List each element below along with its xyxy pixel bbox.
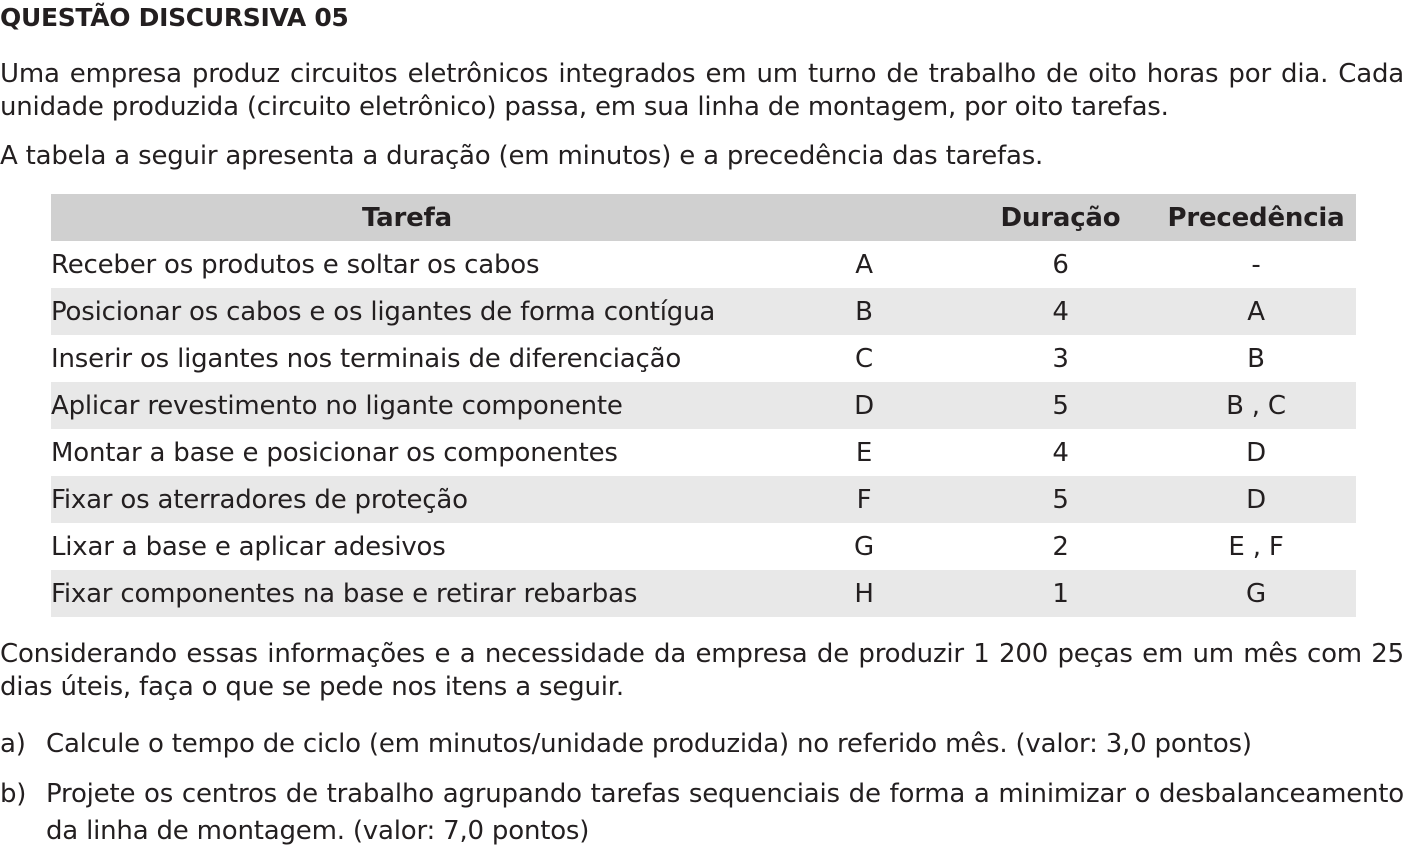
table-row [51,241,1356,288]
task-duration: 3 [965,335,1156,382]
task-precedence: D [1156,429,1356,476]
table-row [51,523,1356,570]
task-duration: 4 [965,429,1156,476]
task-precedence: B [1156,335,1356,382]
task-precedence: E , F [1156,523,1356,570]
task-name: Montar a base e posicionar os componentes [51,429,763,476]
considering-paragraph: Considerando essas informações e a necessidade da empresa de produzir 1 200 peças em um mês com 25 dias úteis, faça o que se pede nos itens a seguir. [0,639,1404,702]
header-task: Tarefa [51,194,763,241]
task-precedence: A [1156,288,1356,335]
task-name: Aplicar revestimento no ligante componente [51,382,763,429]
table-row [51,476,1356,523]
table-row [51,429,1356,476]
item-marker: b) [0,779,27,809]
task-letter: D [763,382,965,429]
table-intro-paragraph: A tabela a seguir apresenta a duração (em minutos) e a precedência das tarefas. [0,141,1044,171]
task-letter: H [763,570,965,617]
task-letter: C [763,335,965,382]
task-letter: B [763,288,965,335]
task-letter: E [763,429,965,476]
task-name: Inserir os ligantes nos terminais de diferenciação [51,335,763,382]
task-name: Lixar a base e aplicar adesivos [51,523,763,570]
task-letter: F [763,476,965,523]
header-duration: Duração [965,194,1156,241]
task-letter: G [763,523,965,570]
task-duration: 5 [965,382,1156,429]
item-text: Projete os centros de trabalho agrupando tarefas sequenciais de forma a minimizar o desbalanceamento da linha de montagem. (valor: 7,0 pontos) [46,779,1404,846]
task-name: Receber os produtos e soltar os cabos [51,241,763,288]
task-duration: 2 [965,523,1156,570]
table-row [51,382,1356,429]
header-letter [763,194,965,241]
question-title: QUESTÃO DISCURSIVA 05 [0,3,349,32]
item-marker: a) [0,729,26,759]
table-row [51,570,1356,617]
task-duration: 6 [965,241,1156,288]
task-letter: A [763,241,965,288]
task-precedence: G [1156,570,1356,617]
table-header-row [51,194,1356,241]
intro-paragraph: Uma empresa produz circuitos eletrônicos integrados em um turno de trabalho de oito horas por dia. Cada unidade produzida (circuito eletrônico) passa, em sua linha de montagem, por oito tarefas. [0,59,1404,122]
task-name: Fixar os aterradores de proteção [51,476,763,523]
task-name: Fixar componentes na base e retirar rebarbas [51,570,763,617]
header-precedence: Precedência [1156,194,1356,241]
item-text: Calcule o tempo de ciclo (em minutos/unidade produzida) no referido mês. (valor: 3,0 pontos) [46,729,1252,759]
table-row [51,288,1356,335]
task-precedence: - [1156,241,1356,288]
task-precedence: B , C [1156,382,1356,429]
task-name: Posicionar os cabos e os ligantes de forma contígua [51,288,763,335]
task-duration: 5 [965,476,1156,523]
tasks-table [51,194,1356,617]
task-duration: 4 [965,288,1156,335]
task-duration: 1 [965,570,1156,617]
task-precedence: D [1156,476,1356,523]
table-row [51,335,1356,382]
